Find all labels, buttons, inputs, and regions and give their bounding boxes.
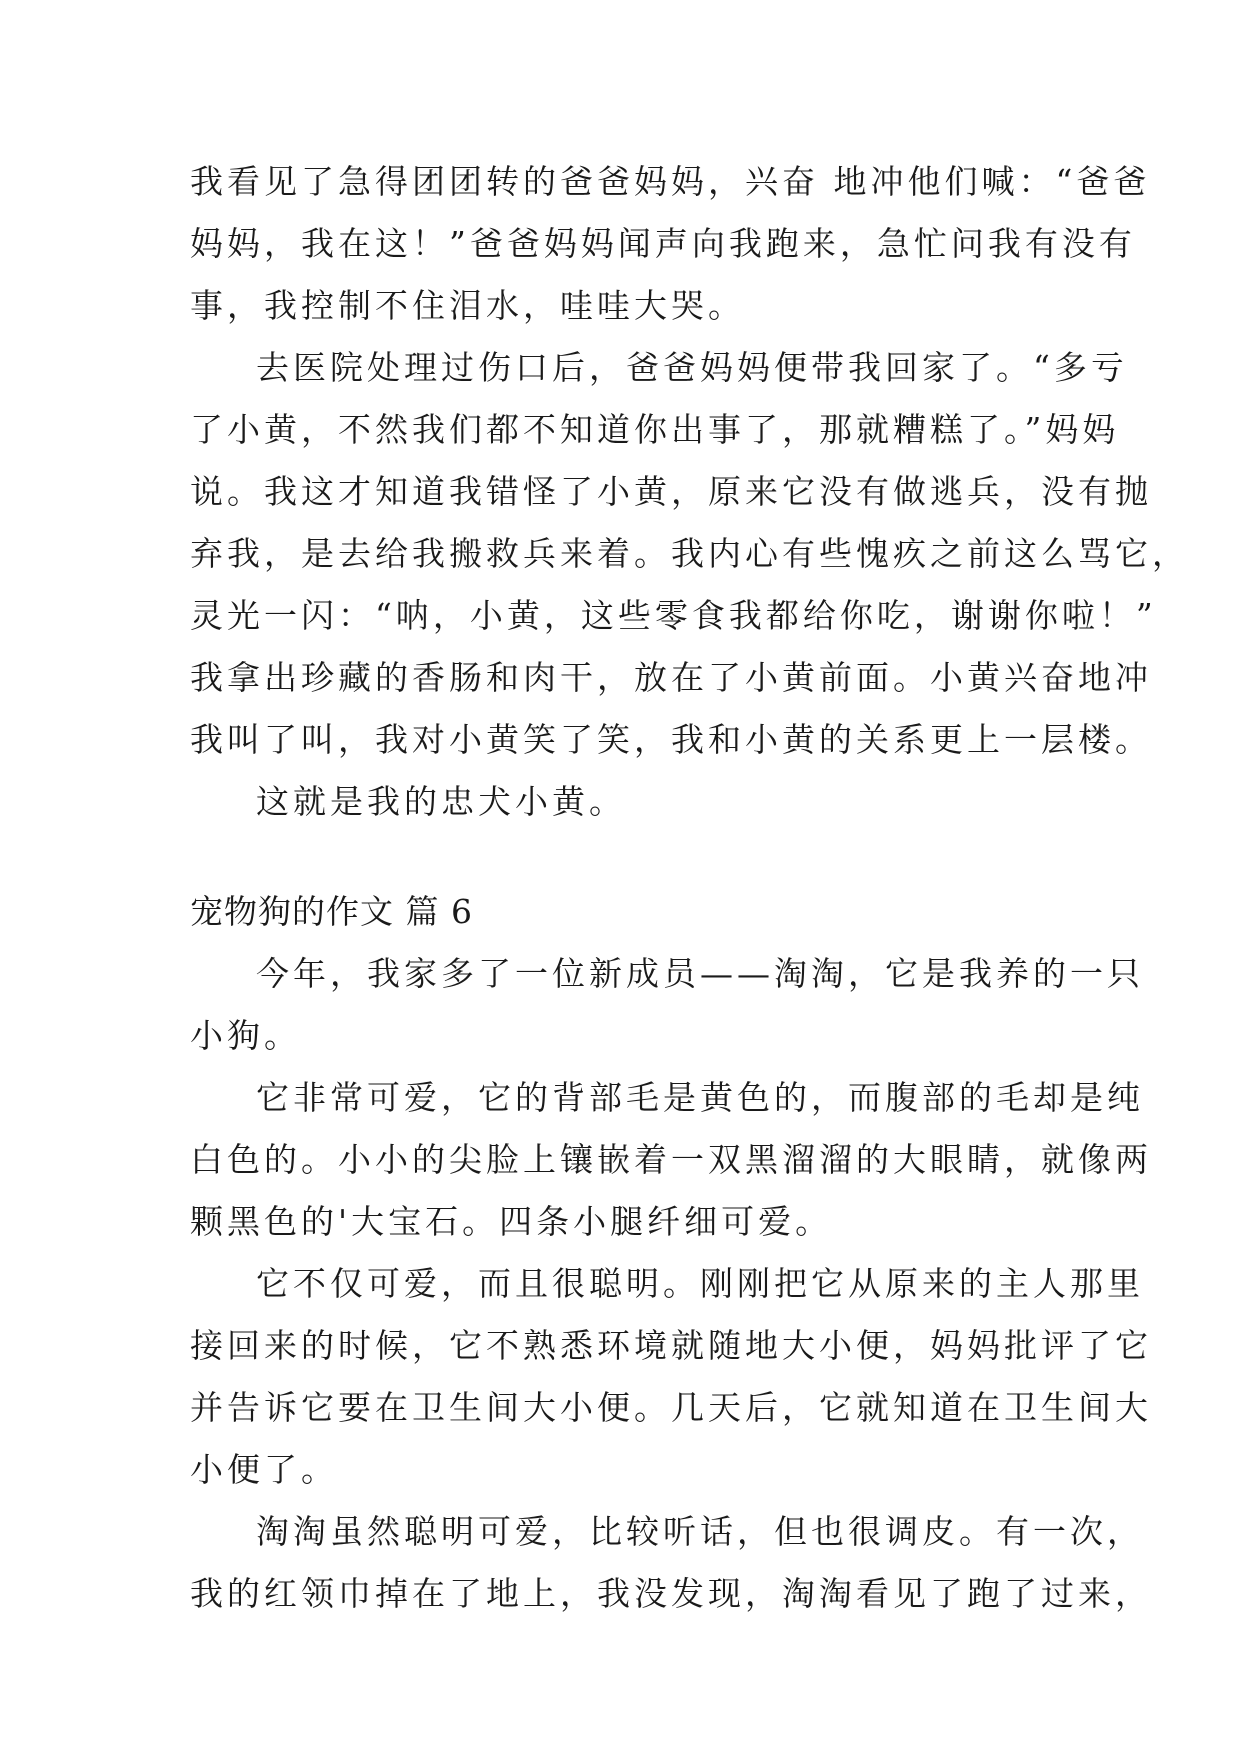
text-line-2: 妈妈，我在这！”爸爸妈妈闻声向我跑来，急忙问我有没有 (190, 224, 1136, 263)
text-line-20: 并告诉它要在卫生间大小便。几天后，它就知道在卫生间大 (190, 1388, 1152, 1427)
text-line-8: 灵光一闪：“呐，小黄，这些零食我都给你吃，谢谢你啦！” (190, 596, 1157, 635)
text-line-14: 小狗。 (190, 1016, 301, 1055)
text-line-3: 事，我控制不住泪水，哇哇大哭。 (190, 286, 745, 325)
text-line-17: 颗黑色的'大宝石。四条小腿纤细可爱。 (190, 1202, 833, 1241)
text-line-10: 我叫了叫，我对小黄笑了笑，我和小黄的关系更上一层楼。 (190, 720, 1152, 759)
text-line-5: 了小黄，不然我们都不知道你出事了，那就糟糕了。”妈妈 (190, 410, 1120, 449)
text-line-18: 它不仅可爱，而且很聪明。刚刚把它从原来的主人那里 (256, 1264, 1144, 1303)
text-line-6: 说。我这才知道我错怪了小黄，原来它没有做逃兵，没有抛 (190, 472, 1152, 511)
text-line-9: 我拿出珍藏的香肠和肉干，放在了小黄前面。小黄兴奋地冲 (190, 658, 1152, 697)
text-line-11: 这就是我的忠犬小黄。 (256, 782, 626, 821)
text-line-23: 我的红领巾掉在了地上，我没发现，淘淘看见了跑了过来， (190, 1574, 1152, 1613)
text-line-16: 白色的。小小的尖脸上镶嵌着一双黑溜溜的大眼睛，就像两 (190, 1140, 1152, 1179)
text-line-15: 它非常可爱，它的背部毛是黄色的，而腹部的毛却是纯 (256, 1078, 1144, 1117)
text-line-1: 我看见了急得团团转的爸爸妈妈，兴奋 地冲他们喊：“爸爸 (190, 162, 1151, 201)
text-line-21: 小便了。 (190, 1450, 338, 1489)
section-heading: 宠物狗的作文 篇 6 (190, 892, 473, 931)
text-line-19: 接回来的时候，它不熟悉环境就随地大小便，妈妈批评了它 (190, 1326, 1152, 1365)
text-line-7: 弃我，是去给我搬救兵来着。我内心有些愧疚之前这么骂它， (190, 534, 1189, 573)
text-line-22: 淘淘虽然聪明可爱，比较听话，但也很调皮。有一次， (256, 1512, 1144, 1551)
text-line-13: 今年，我家多了一位新成员——淘淘，它是我养的一只 (256, 954, 1144, 993)
text-line-4: 去医院处理过伤口后，爸爸妈妈便带我回家了。“多亏 (256, 348, 1128, 387)
